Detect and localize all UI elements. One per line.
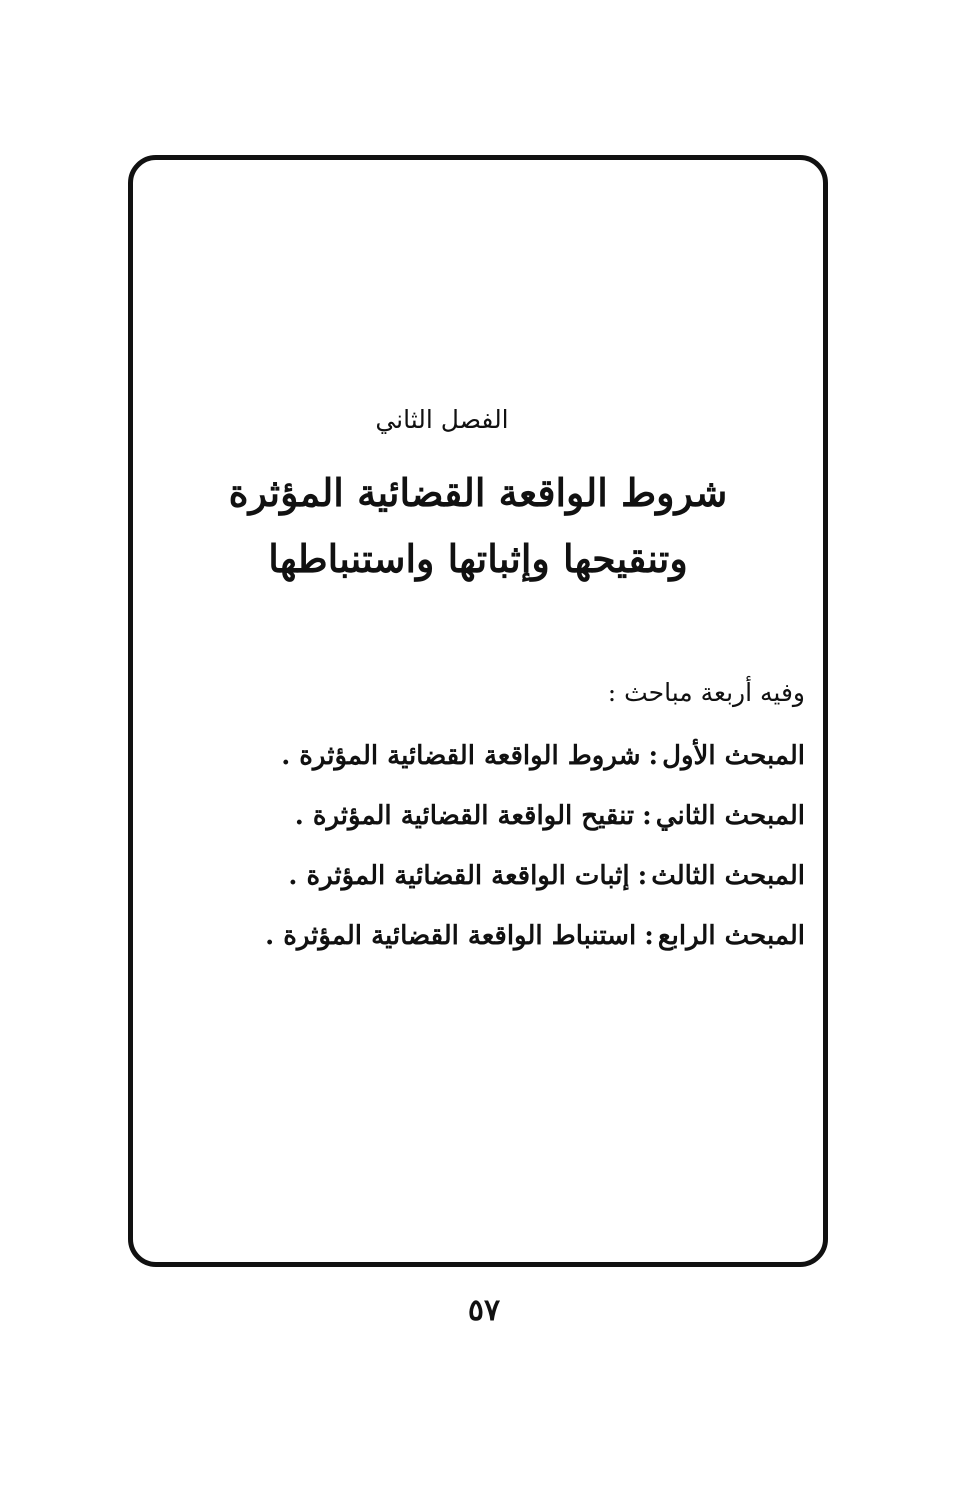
chapter-title-line-2: وتنقيحها وإثباتها واستنباطها bbox=[268, 536, 688, 581]
section-item-3 bbox=[265, 854, 805, 914]
section-title: استنباط الواقعة القضائية المؤثرة . bbox=[265, 921, 637, 951]
section-item-1 bbox=[265, 734, 805, 794]
sections-list bbox=[265, 734, 805, 974]
section-title: إثبات الواقعة القضائية المؤثرة . bbox=[288, 861, 630, 891]
section-item-2 bbox=[265, 794, 805, 854]
sections-intro: وفيه أربعة مباحث : bbox=[607, 678, 805, 707]
section-key: المبحث الرابع bbox=[657, 921, 805, 951]
section-separator: : bbox=[644, 921, 654, 951]
page-number: ٥٧ bbox=[467, 1293, 501, 1328]
section-item-4 bbox=[265, 914, 805, 974]
section-key: المبحث الأول bbox=[662, 741, 805, 771]
section-separator: : bbox=[648, 741, 659, 771]
chapter-label: الفصل الثاني bbox=[375, 405, 509, 434]
section-separator: : bbox=[637, 861, 648, 891]
section-key: المبحث الثاني bbox=[655, 801, 805, 831]
chapter-title-line-1: شروط الواقعة القضائية المؤثرة bbox=[228, 470, 728, 515]
section-title: تنقيح الواقعة القضائية المؤثرة . bbox=[294, 801, 635, 831]
section-key: المبحث الثالث bbox=[651, 861, 805, 891]
page-border-frame bbox=[128, 155, 828, 1267]
section-title: شروط الواقعة القضائية المؤثرة . bbox=[281, 741, 641, 771]
section-separator: : bbox=[642, 801, 652, 831]
